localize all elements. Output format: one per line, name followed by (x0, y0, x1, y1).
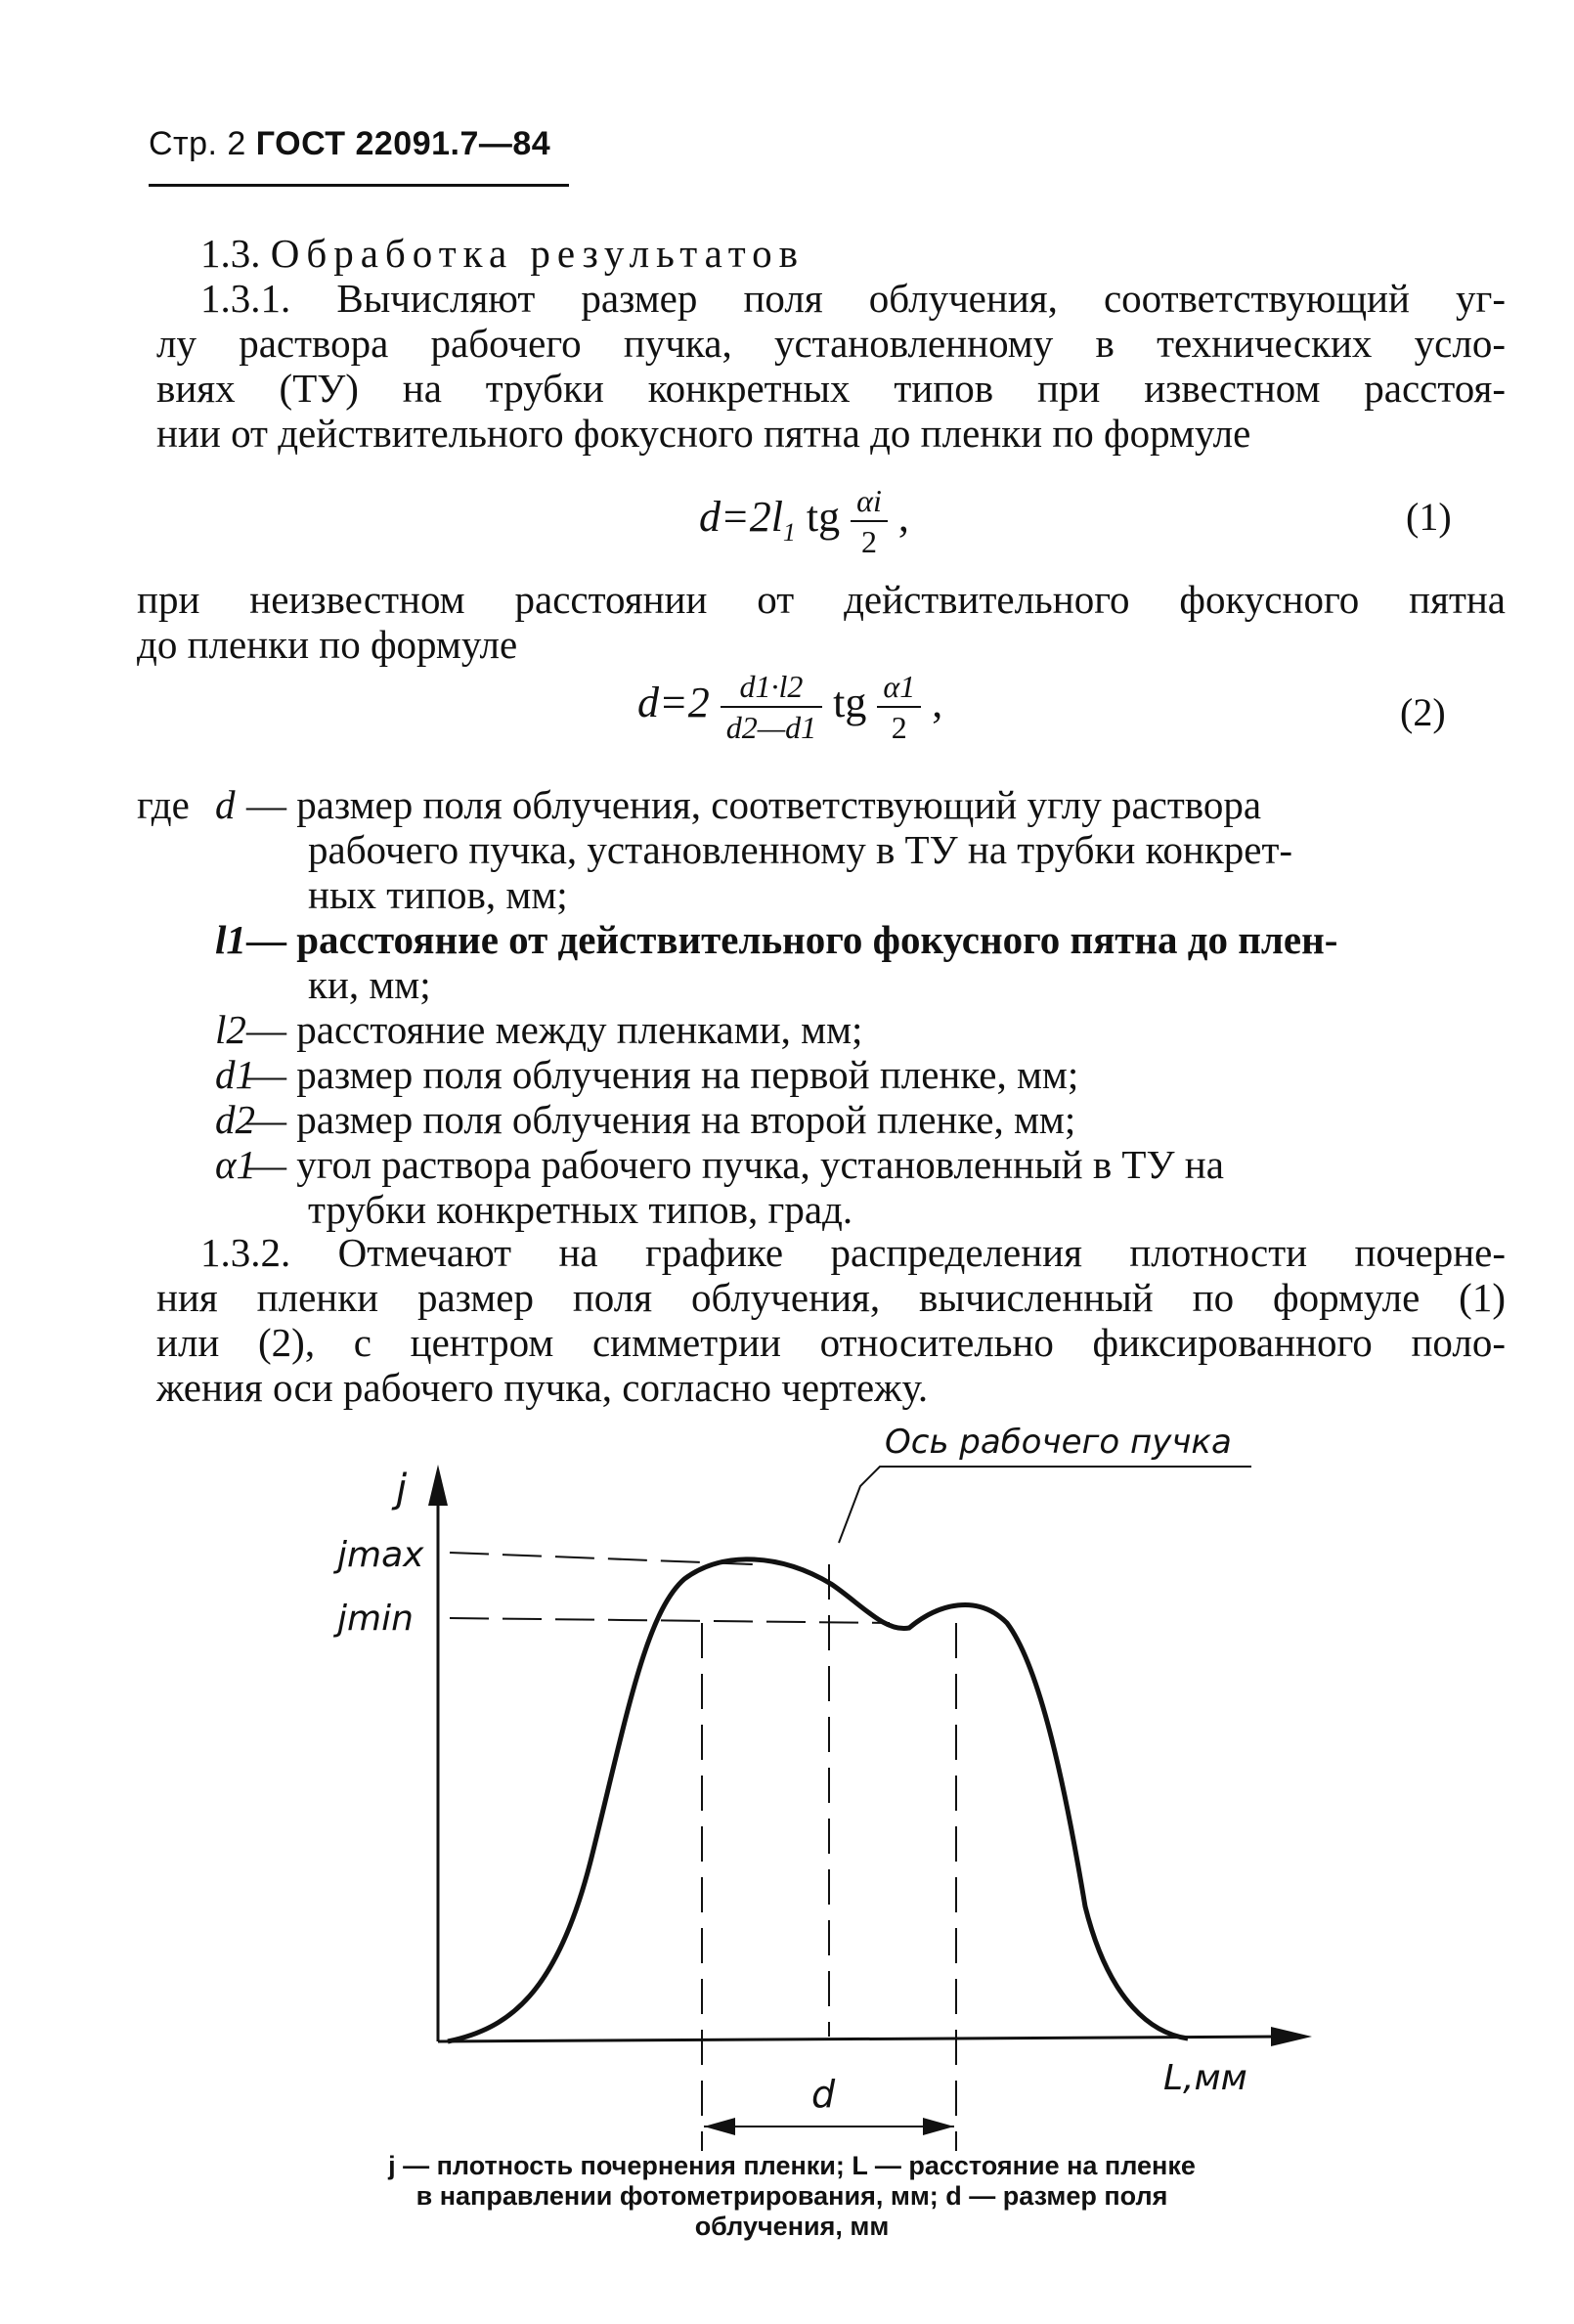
standard-code: ГОСТ 22091.7—84 (255, 125, 551, 162)
fraction: $\frac{\alpha i}{2}$ (851, 481, 888, 561)
x-axis-label: L,мм (1163, 2058, 1247, 2098)
y-axis-arrow (428, 1465, 448, 1506)
text-line: лу раствора рабочего пучка, установленному в технических усло- (156, 321, 1506, 366)
page-number: Стр. 2 (149, 125, 246, 162)
definition-line: — расстояние между пленками, мм; (246, 1007, 863, 1052)
x-axis (438, 2037, 1281, 2041)
caption-line: j — плотность почернения пленки; L — расстояние на пленке (388, 2151, 1196, 2180)
definition-symbol: α1 (215, 1142, 257, 1187)
text-line: нии от действительного фокусного пятна до пленки по формуле (156, 411, 1251, 456)
jmax-label: jmax (337, 1535, 424, 1575)
definition-symbol: d2 (215, 1097, 255, 1142)
definitions-intro: где (137, 782, 190, 827)
formula-2: d=2 $\frac{d1\cdot l2}{d2—d1}$ tg $\frac{\alpha 1}{2}$ , (637, 669, 943, 745)
definition-line: — расстояние от действительного фокусного пятна до плен- (246, 917, 1338, 962)
definition-symbol: d1 (215, 1052, 255, 1097)
text-line: 1.3.1. Вычисляют размер поля облучения, соответствующий уг- (200, 276, 1506, 321)
definition-line: ки, мм; (308, 962, 431, 1007)
x-axis-arrow (1271, 2027, 1312, 2046)
text-line: при неизвестном расстоянии от действительного фокусного пятна (137, 577, 1506, 622)
definition-symbol: l1 (215, 917, 246, 962)
jmax-level-line (450, 1553, 753, 1564)
text-line: виях (ТУ) на трубки конкретных типов при известном расстоя- (156, 366, 1506, 411)
definition-line: ных типов, мм; (308, 872, 568, 917)
figure-caption (352, 2151, 1232, 2242)
definition-line: — размер поля облучения, соответствующий углу раствора (246, 782, 1262, 827)
d-arrow-right (923, 2118, 954, 2135)
definition-symbol: d (215, 782, 236, 827)
caption-line: в направлении фотометрирования, мм; d — размер поля (415, 2181, 1168, 2211)
text-line: 1.3.2. Отмечают на графике распределения плотности почерне- (200, 1230, 1506, 1275)
text-line: до пленки по формуле (137, 622, 518, 667)
jmin-level-line (450, 1618, 890, 1623)
fraction: $\frac{\alpha 1}{2}$ (877, 667, 921, 747)
caption-line: облучения, мм (694, 2212, 890, 2241)
fraction: $\frac{d1\cdot l2}{d2—d1}$ (721, 667, 822, 747)
formula-1: $d=2l_1$ tg $\frac{\alpha i}{2}$ , (699, 483, 909, 559)
d-arrow-left (704, 2118, 735, 2135)
formula-1-number: (1) (1406, 495, 1452, 539)
definition-line: — угол раствора рабочего пучка, установленный в ТУ на (246, 1142, 1224, 1187)
section-title: Обработка результатов (270, 231, 806, 276)
definition-line: — размер поля облучения на первой пленке, мм; (246, 1052, 1079, 1097)
text-line: ния пленки размер поля облучения, вычисленный по формуле (1) (156, 1275, 1506, 1320)
text-line: жения оси рабочего пучка, согласно чертежу. (156, 1365, 929, 1410)
beam-axis-label: Ось рабочего пучка (885, 1423, 1232, 1462)
density-curve (448, 1559, 1188, 2041)
text-line: или (2), с центром симметрии относительно фиксированного поло- (156, 1320, 1506, 1365)
definition-line: трубки конкретных типов, град. (308, 1187, 853, 1232)
formula-2-number: (2) (1400, 690, 1446, 734)
y-axis-label: j (396, 1467, 408, 1512)
d-dimension-label: d (811, 2073, 836, 2116)
beam-axis-leader (839, 1467, 1251, 1543)
section-number: 1.3. (200, 231, 261, 276)
definition-line: — размер поля облучения на второй пленке, мм; (246, 1097, 1076, 1142)
definition-line: рабочего пучка, установленному в ТУ на трубки конкрет- (308, 827, 1293, 872)
definition-symbol: l2 (215, 1007, 246, 1052)
jmin-label: jmin (337, 1599, 414, 1639)
